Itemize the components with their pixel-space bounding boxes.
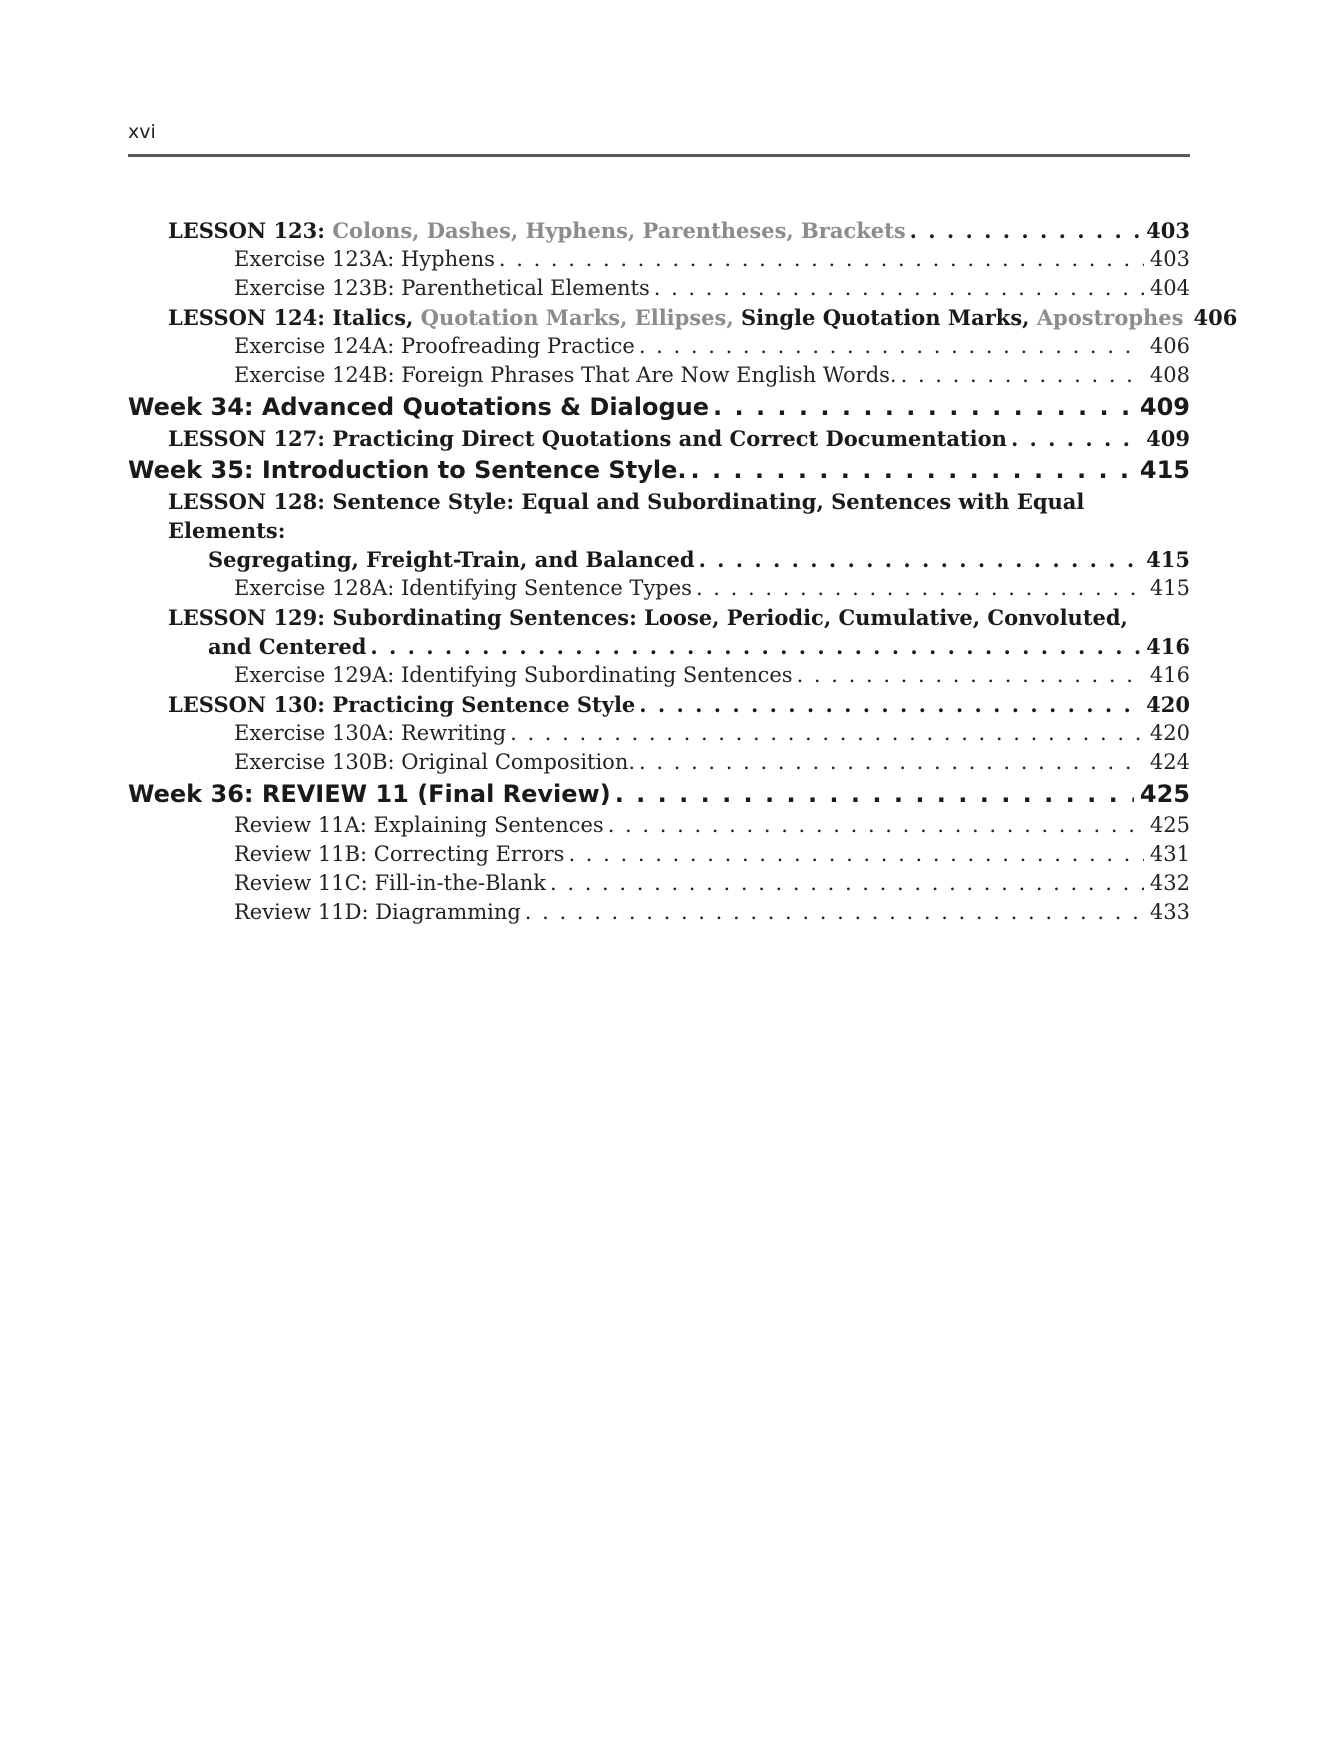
toc-page-number: 420 bbox=[1149, 721, 1190, 745]
toc-entry-title: LESSON 128: Sentence Style: Equal and Subordinating, Sentences with Equal Elements: bbox=[168, 489, 1085, 543]
toc-entry-title: Exercise 130A: Rewriting bbox=[234, 721, 507, 745]
dot-leader bbox=[608, 811, 1144, 840]
dot-leader bbox=[370, 632, 1140, 661]
toc-page-number: 409 bbox=[1139, 393, 1190, 421]
toc-entry-title: Week 36: REVIEW 11 (Final Review) bbox=[128, 780, 611, 808]
toc-entry-title: LESSON 124: Italics, Quotation Marks, Ellipses, Single Quotation Marks, Apostrophes bbox=[168, 305, 1184, 330]
dot-leader bbox=[639, 748, 1144, 777]
toc-entry-title: Week 35: Introduction to Sentence Style. bbox=[128, 456, 687, 484]
toc-page-number: 409 bbox=[1146, 426, 1190, 451]
toc-page-number: 416 bbox=[1146, 634, 1190, 659]
toc-page-number: 416 bbox=[1149, 663, 1190, 687]
dot-leader bbox=[713, 390, 1134, 424]
toc-entry-title: Exercise 124B: Foreign Phrases That Are Now English Words. bbox=[234, 363, 897, 387]
toc-entry-title: Exercise 129A: Identifying Subordinating Sentences bbox=[234, 663, 793, 687]
toc-entry-lesson-129-line1[interactable] bbox=[128, 603, 1190, 632]
dot-leader bbox=[901, 361, 1144, 390]
toc-entry-exercise-123b[interactable] bbox=[128, 274, 1190, 303]
toc-entry-title: Review 11C: Fill-in-the-Blank bbox=[234, 871, 546, 895]
toc-entry-title: Exercise 124A: Proofreading Practice bbox=[234, 334, 635, 358]
toc-page-number: 431 bbox=[1149, 842, 1190, 866]
toc-entry-lesson-130[interactable] bbox=[128, 690, 1190, 719]
toc-entry-title: Exercise 123B: Parenthetical Elements bbox=[234, 276, 650, 300]
toc-entry-title: Exercise 123A: Hyphens bbox=[234, 247, 495, 271]
toc-entry-lesson-123[interactable] bbox=[128, 216, 1190, 245]
toc-entry-exercise-124b[interactable] bbox=[128, 361, 1190, 390]
dot-leader bbox=[690, 453, 1133, 487]
toc-entry-exercise-130a[interactable] bbox=[128, 719, 1190, 748]
toc-page-number: 433 bbox=[1149, 900, 1190, 924]
toc-page-number: 425 bbox=[1149, 813, 1190, 837]
page-header bbox=[128, 120, 1190, 157]
toc-page-number: 415 bbox=[1146, 547, 1190, 572]
toc-page-number: 415 bbox=[1139, 456, 1190, 484]
toc-page-number: 415 bbox=[1149, 576, 1190, 600]
dot-leader bbox=[1011, 424, 1140, 453]
toc-page-number: 406 bbox=[1149, 334, 1190, 358]
toc-entry-review-11a[interactable] bbox=[128, 811, 1190, 840]
dot-leader bbox=[510, 719, 1144, 748]
toc-entry-review-11c[interactable] bbox=[128, 869, 1190, 898]
toc-entry-exercise-124a[interactable] bbox=[128, 332, 1190, 361]
dot-leader bbox=[910, 216, 1140, 245]
toc-page-number: 403 bbox=[1146, 218, 1190, 243]
toc-entry-week-36[interactable] bbox=[128, 777, 1190, 811]
toc-entry-title: Review 11B: Correcting Errors bbox=[234, 842, 565, 866]
toc-entry-lesson-124[interactable] bbox=[128, 303, 1238, 332]
dot-leader bbox=[696, 574, 1144, 603]
header-rule bbox=[128, 154, 1190, 157]
toc-entry-exercise-128a[interactable] bbox=[128, 574, 1190, 603]
toc-entry-title: Review 11D: Diagramming bbox=[234, 900, 521, 924]
dot-leader bbox=[699, 545, 1141, 574]
toc-page-number: 403 bbox=[1149, 247, 1190, 271]
dot-leader bbox=[568, 840, 1143, 869]
toc-entry-review-11b[interactable] bbox=[128, 840, 1190, 869]
dot-leader bbox=[499, 245, 1144, 274]
table-of-contents bbox=[128, 216, 1238, 927]
toc-entry-lesson-128-line2[interactable] bbox=[128, 545, 1190, 574]
dot-leader bbox=[654, 274, 1144, 303]
toc-page-number: 420 bbox=[1146, 692, 1190, 717]
toc-entry-title: Exercise 128A: Identifying Sentence Types bbox=[234, 576, 692, 600]
toc-entry-title: LESSON 127: Practicing Direct Quotations and Correct Documentation bbox=[168, 426, 1007, 451]
toc-page-number: 432 bbox=[1149, 871, 1190, 895]
toc-entry-title: Week 34: Advanced Quotations & Dialogue bbox=[128, 393, 710, 421]
toc-entry-title-continued: and Centered bbox=[208, 634, 367, 659]
toc-entry-review-11d[interactable] bbox=[128, 898, 1190, 927]
toc-entry-week-35[interactable] bbox=[128, 453, 1190, 487]
toc-page-number: 404 bbox=[1149, 276, 1190, 300]
toc-entry-title: LESSON 123: Colons, Dashes, Hyphens, Parentheses, Brackets bbox=[168, 218, 906, 243]
toc-page-number: 425 bbox=[1139, 780, 1190, 808]
dot-leader bbox=[525, 898, 1144, 927]
toc-page-number: 424 bbox=[1149, 750, 1190, 774]
toc-entry-title: LESSON 129: Subordinating Sentences: Loose, Periodic, Cumulative, Convoluted, bbox=[168, 605, 1128, 630]
dot-leader bbox=[797, 661, 1144, 690]
dot-leader bbox=[639, 332, 1144, 361]
toc-entry-lesson-128-line1[interactable] bbox=[128, 487, 1190, 545]
toc-entry-lesson-129-line2[interactable] bbox=[128, 632, 1190, 661]
toc-entry-week-34[interactable] bbox=[128, 390, 1190, 424]
toc-entry-title: Review 11A: Explaining Sentences bbox=[234, 813, 604, 837]
dot-leader bbox=[639, 690, 1140, 719]
toc-entry-exercise-129a[interactable] bbox=[128, 661, 1190, 690]
dot-leader bbox=[550, 869, 1144, 898]
toc-entry-title: LESSON 130: Practicing Sentence Style bbox=[168, 692, 636, 717]
toc-entry-exercise-130b[interactable] bbox=[128, 748, 1190, 777]
toc-entry-lesson-127[interactable] bbox=[128, 424, 1190, 453]
page-number: xvi bbox=[128, 121, 156, 143]
toc-entry-exercise-123a[interactable] bbox=[128, 245, 1190, 274]
toc-page-number: 408 bbox=[1149, 363, 1190, 387]
dot-leader bbox=[615, 777, 1134, 811]
toc-page-number: 406 bbox=[1193, 305, 1238, 330]
toc-entry-title-continued: Segregating, Freight-Train, and Balanced bbox=[208, 547, 695, 572]
toc-entry-title: Exercise 130B: Original Composition. bbox=[234, 750, 636, 774]
